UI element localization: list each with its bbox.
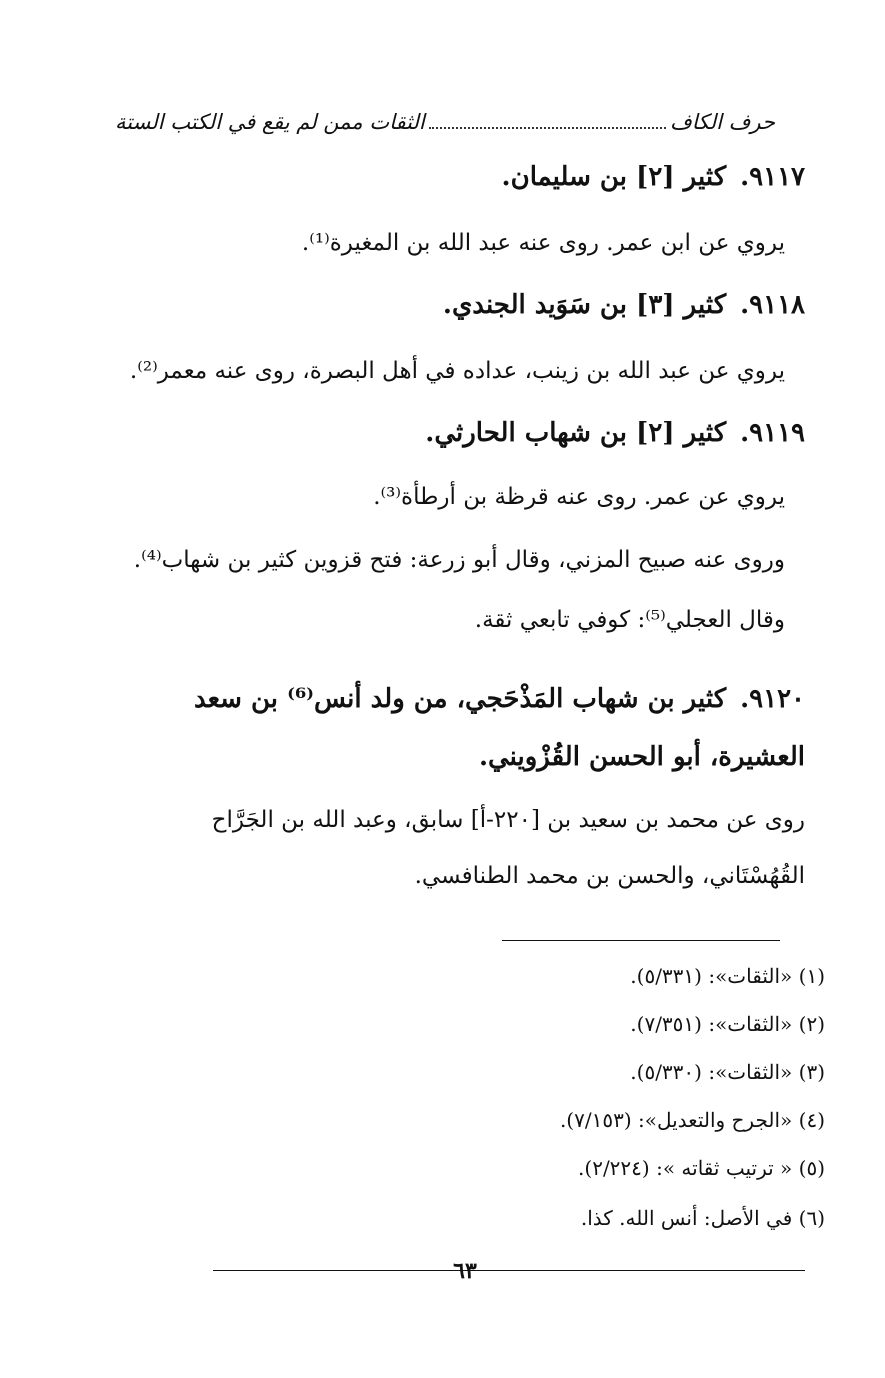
entry-title: كثير [٢] بن شهاب الحارثي. [425,418,727,448]
entry-9120-text: روى عن محمد بن سعيد بن [٢٢٠-أ] سابق، وعبد الله بن الجَرَّاح القُهُسْتَاني، والحسن بن محمد الطنافسي. [211,807,805,889]
entry-number: ٩١١٧. [740,162,805,192]
entry-9118-text: يروي عن عبد الله بن زينب، عداده في أهل البصرة، روى عنه معمر⁽²⁾. [129,358,785,384]
entry-9119-text-1: يروي عن عمر. روى عنه قرظة بن أرطأة⁽³⁾. [373,484,785,510]
entry-number: ٩١١٨. [740,290,805,320]
footnote-2: (٢) «الثقات»: (٧/٣٥١). [630,1012,825,1036]
header-book-title: الثقات ممن لم يقع في الكتب الستة [115,110,425,134]
header-dotted-leader [429,115,666,129]
page-number: ٦٣ [453,1258,477,1284]
entry-9117-heading [502,162,805,192]
footnote-3: (٣) «الثقات»: (٥/٣٣٠). [630,1060,825,1084]
footnote-separator [502,940,780,941]
entry-number: ٩١٢٠. [740,684,805,714]
footnote-1: (١) «الثقات»: (٥/٣٣١). [630,964,825,988]
footnote-5: (٥) « ترتيب ثقاته »: (٢/٢٢٤). [578,1156,825,1180]
entry-title: كثير [٣] بن سَوَيد الجندي. [442,290,727,320]
entry-9119-text-2: وروى عنه صبيح المزني، وقال أبو زرعة: فتح قزوين كثير بن شهاب⁽⁴⁾. [133,547,785,573]
running-header [115,104,775,140]
entry-9120-heading [125,670,805,786]
entry-9117-text: يروي عن ابن عمر. روى عنه عبد الله بن المغيرة⁽¹⁾. [301,230,785,256]
entry-title: كثير [٢] بن سليمان. [501,162,727,192]
footnote-6: (٦) في الأصل: أنس الله. كذا. [580,1206,825,1230]
entry-title: كثير بن شهاب المَذْحَجي، من ولد أنس⁽⁶⁾ بن سعد العشيرة، أبو الحسن القُزْويني. [193,684,805,772]
header-chapter: حرف الكاف [669,110,775,134]
entry-9119-heading [425,418,805,448]
footnote-4: (٤) «الجرح والتعديل»: (٧/١٥٣). [559,1108,825,1132]
entry-9119-text-3: وقال العجلي⁽⁵⁾: كوفي تابعي ثقة. [474,607,785,633]
entry-9118-heading [443,290,805,320]
footer-rule-right [513,1270,805,1271]
entry-number: ٩١١٩. [740,418,805,448]
